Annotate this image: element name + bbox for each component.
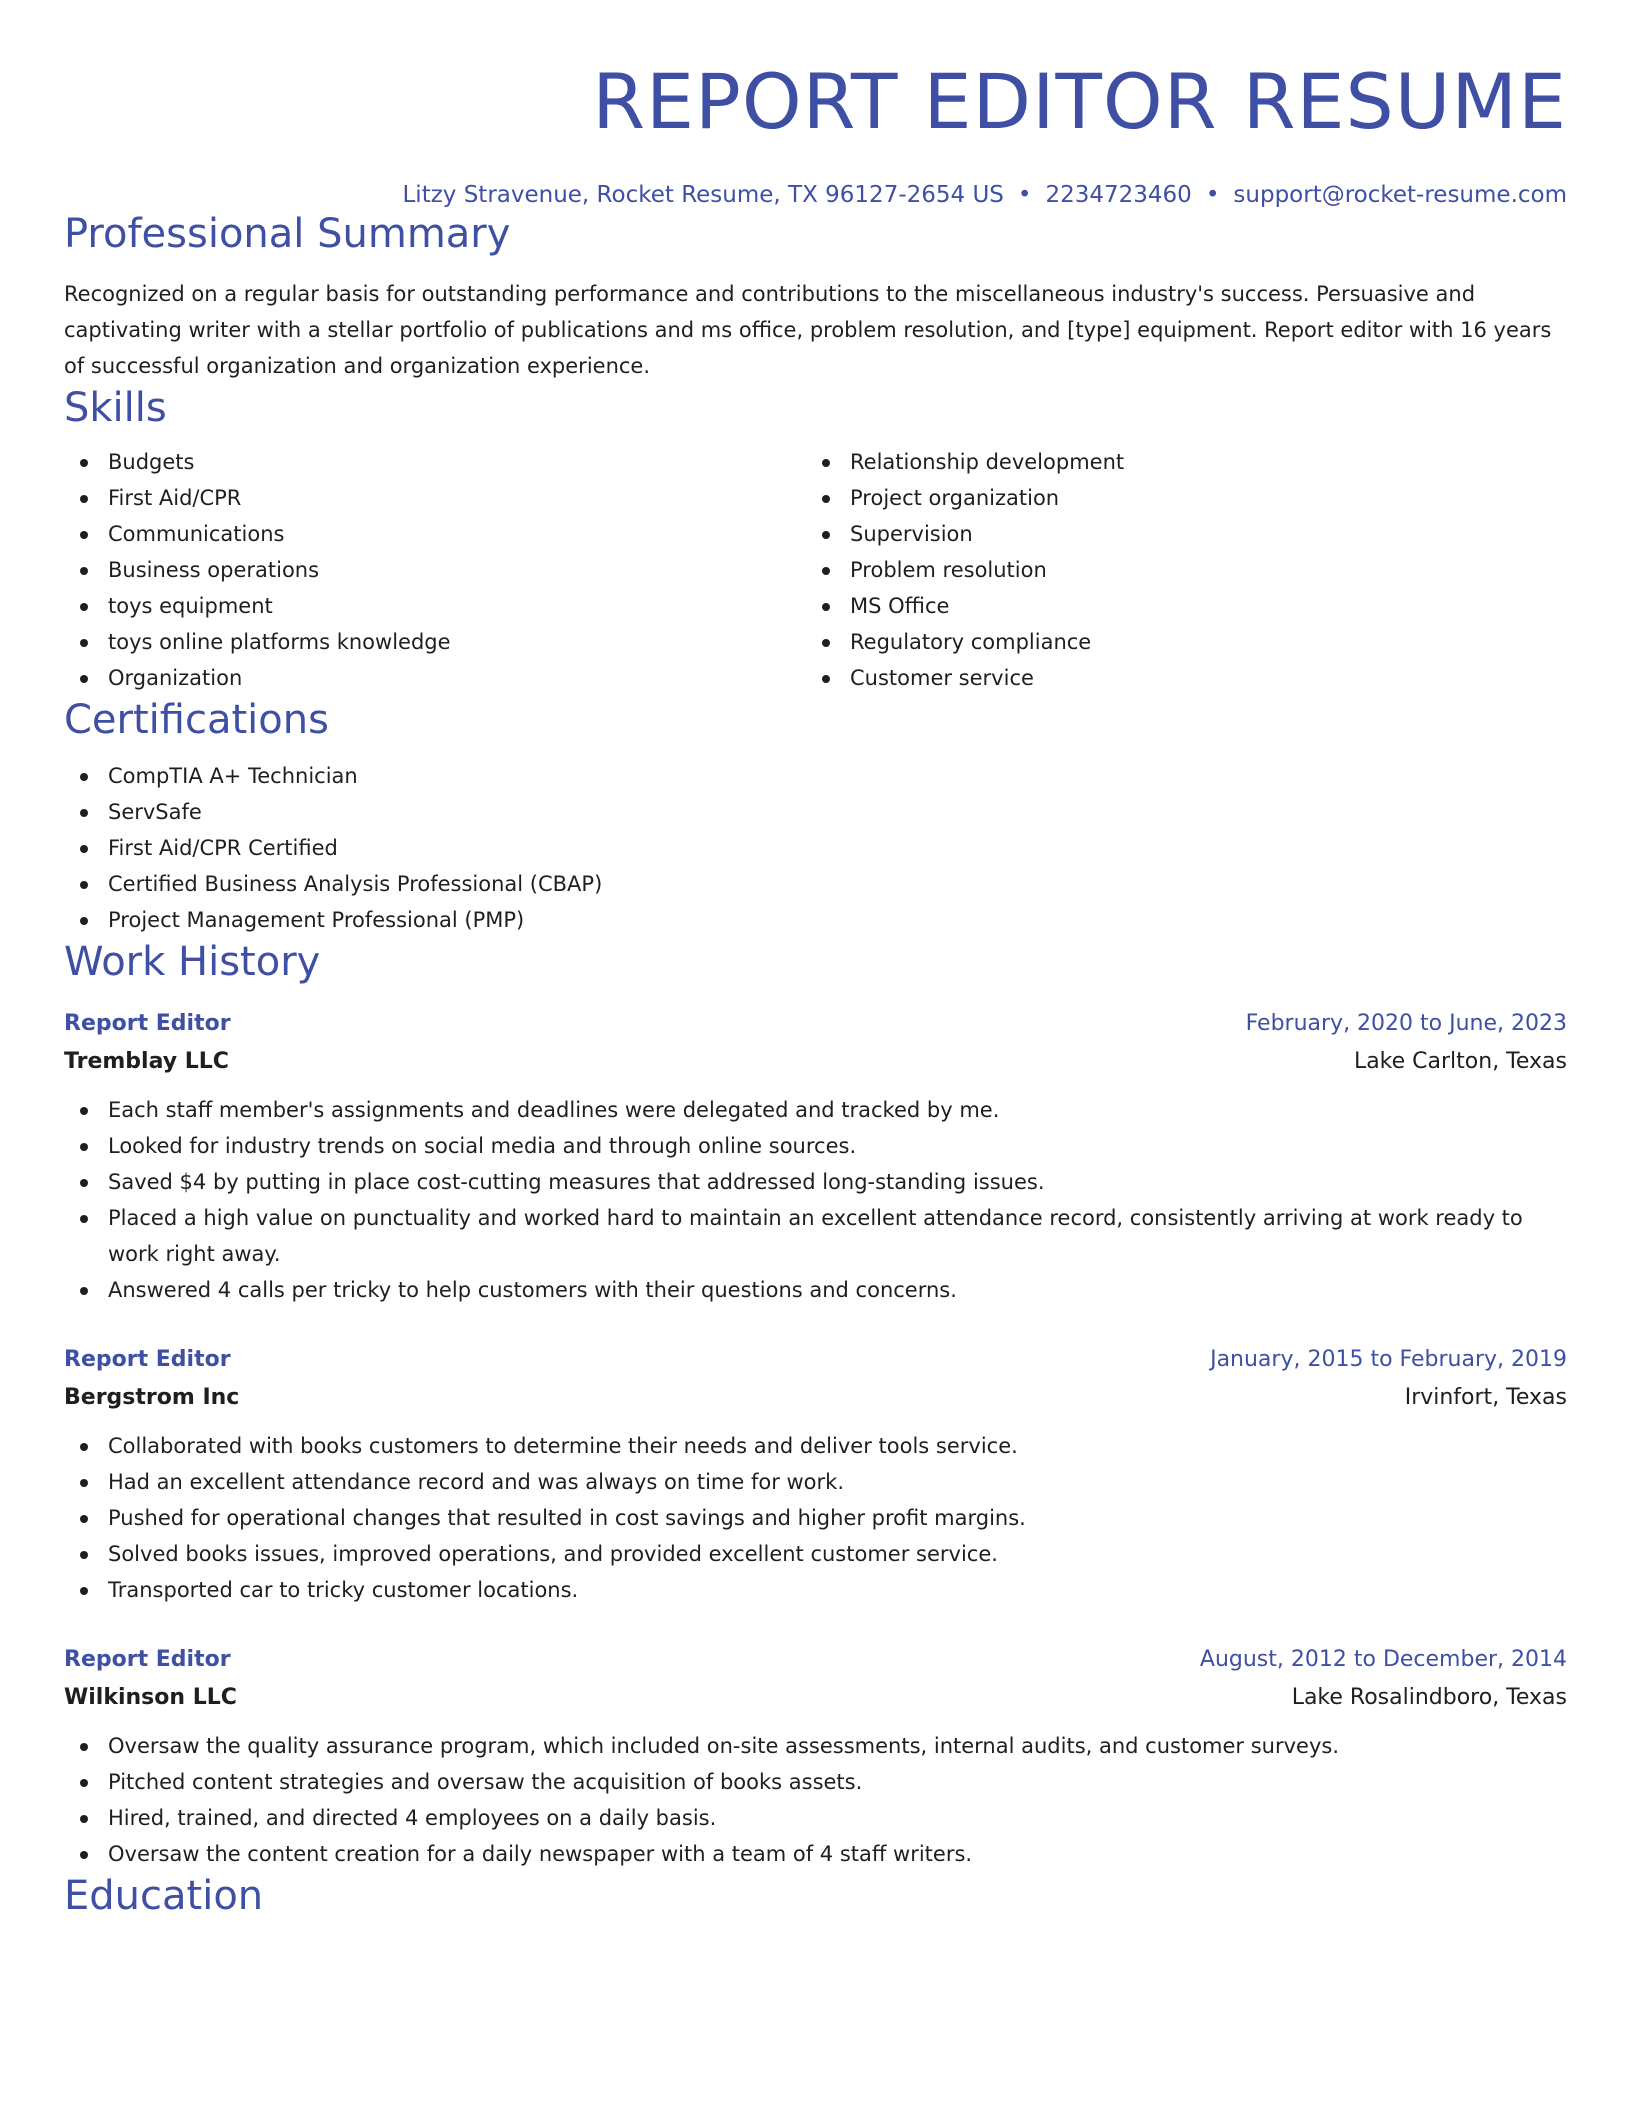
job-bullet: Collaborated with books customers to determine their needs and deliver tools service. xyxy=(64,1428,1567,1464)
job-bullet: Pushed for operational changes that resulted in cost savings and higher profit margins. xyxy=(64,1500,1567,1536)
job-bullet: Looked for industry trends on social media and through online sources. xyxy=(64,1128,1567,1164)
skills-list-right xyxy=(806,444,1548,696)
job-dates: August, 2012 to December, 2014 xyxy=(1199,1647,1567,1672)
certification-item: Certified Business Analysis Professional (CBAP) xyxy=(64,866,1567,902)
skill-item: Relationship development xyxy=(806,444,1548,480)
job-bullet: Oversaw the quality assurance program, which included on-site assessments, internal audits, and customer surveys. xyxy=(64,1728,1567,1764)
certifications-heading: Certifications xyxy=(64,697,329,743)
skill-item: toys equipment xyxy=(64,588,806,624)
job-bullets xyxy=(64,1728,1567,1872)
job-bullets xyxy=(64,1428,1567,1608)
job-title: Report Editor xyxy=(64,1347,231,1372)
contact-phone: 2234723460 xyxy=(1045,182,1192,208)
job-entry xyxy=(64,1642,1567,1872)
work-history-heading: Work History xyxy=(64,939,321,985)
skill-item: Business operations xyxy=(64,552,806,588)
summary-text: Recognized on a regular basis for outstanding performance and contributions to the miscellaneous industry's success. Persuasive and captivating writer with a stellar portfolio of publications and ms office, problem resolution, and [type] equipment. Report editor with 16 years of successful organization and organization experience. xyxy=(64,282,1552,378)
skill-item: Organization xyxy=(64,660,806,696)
contact-line xyxy=(64,180,1567,210)
skill-item: First Aid/CPR xyxy=(64,480,806,516)
job-company: Bergstrom Inc xyxy=(64,1385,240,1410)
job-bullet: Placed a high value on punctuality and worked hard to maintain an excellent attendance record, consistently arriving at work ready to work right away. xyxy=(64,1200,1567,1272)
skill-item: toys online platforms knowledge xyxy=(64,624,806,660)
job-company-row xyxy=(64,1378,1567,1418)
job-bullet: Saved $4 by putting in place cost-cutting measures that addressed long-standing issues. xyxy=(64,1164,1567,1200)
certification-item: First Aid/CPR Certified xyxy=(64,830,1567,866)
job-title: Report Editor xyxy=(64,1011,231,1036)
job-bullet: Solved books issues, improved operations, and provided excellent customer service. xyxy=(64,1536,1567,1572)
skill-item: Problem resolution xyxy=(806,552,1548,588)
job-company-row xyxy=(64,1678,1567,1718)
contact-email: support@rocket-resume.com xyxy=(1233,182,1567,208)
job-company: Wilkinson LLC xyxy=(64,1685,237,1710)
job-location: Irvinfort, Texas xyxy=(1404,1385,1567,1410)
job-location: Lake Rosalindboro, Texas xyxy=(1291,1685,1567,1710)
job-title: Report Editor xyxy=(64,1647,231,1672)
certification-item: CompTIA A+ Technician xyxy=(64,758,1567,794)
skill-item: Communications xyxy=(64,516,806,552)
job-bullet: Answered 4 calls per tricky to help customers with their questions and concerns. xyxy=(64,1272,1567,1308)
resume-page xyxy=(64,0,1567,1920)
job-entry xyxy=(64,1342,1567,1608)
job-bullet: Hired, trained, and directed 4 employees on a daily basis. xyxy=(64,1800,1567,1836)
resume-title: REPORT EDITOR RESUME xyxy=(592,57,1567,146)
job-header-row xyxy=(64,1342,1567,1378)
certification-item: ServSafe xyxy=(64,794,1567,830)
job-company-row xyxy=(64,1042,1567,1082)
skill-item: Customer service xyxy=(806,660,1548,696)
skill-item: Supervision xyxy=(806,516,1548,552)
job-entry xyxy=(64,1006,1567,1308)
job-company: Tremblay LLC xyxy=(64,1049,229,1074)
skills-columns xyxy=(64,444,1567,696)
skill-item: Project organization xyxy=(806,480,1548,516)
job-header-row xyxy=(64,1006,1567,1042)
education-heading: Education xyxy=(64,1873,264,1919)
job-bullet: Each staff member's assignments and deadlines were delegated and tracked by me. xyxy=(64,1092,1567,1128)
job-bullet: Transported car to tricky customer locations. xyxy=(64,1572,1567,1608)
certification-item: Project Management Professional (PMP) xyxy=(64,902,1567,938)
job-location: Lake Carlton, Texas xyxy=(1353,1049,1567,1074)
skills-list-left xyxy=(64,444,806,696)
skill-item: MS Office xyxy=(806,588,1548,624)
job-header-row xyxy=(64,1642,1567,1678)
skills-heading: Skills xyxy=(64,385,167,431)
job-dates: January, 2015 to February, 2019 xyxy=(1210,1347,1567,1372)
job-bullet: Oversaw the content creation for a daily newspaper with a team of 4 staff writers. xyxy=(64,1836,1567,1872)
job-dates: February, 2020 to June, 2023 xyxy=(1245,1011,1567,1036)
certifications-list xyxy=(64,758,1567,938)
job-bullets xyxy=(64,1092,1567,1308)
job-bullet: Pitched content strategies and oversaw the acquisition of books assets. xyxy=(64,1764,1567,1800)
contact-separator: • xyxy=(1017,182,1032,208)
job-bullet: Had an excellent attendance record and was always on time for work. xyxy=(64,1464,1567,1500)
skill-item: Regulatory compliance xyxy=(806,624,1548,660)
contact-address: Litzy Stravenue, Rocket Resume, TX 96127-2654 US xyxy=(402,182,1004,208)
summary-heading: Professional Summary xyxy=(64,211,511,257)
skill-item: Budgets xyxy=(64,444,806,480)
contact-separator: • xyxy=(1205,182,1220,208)
